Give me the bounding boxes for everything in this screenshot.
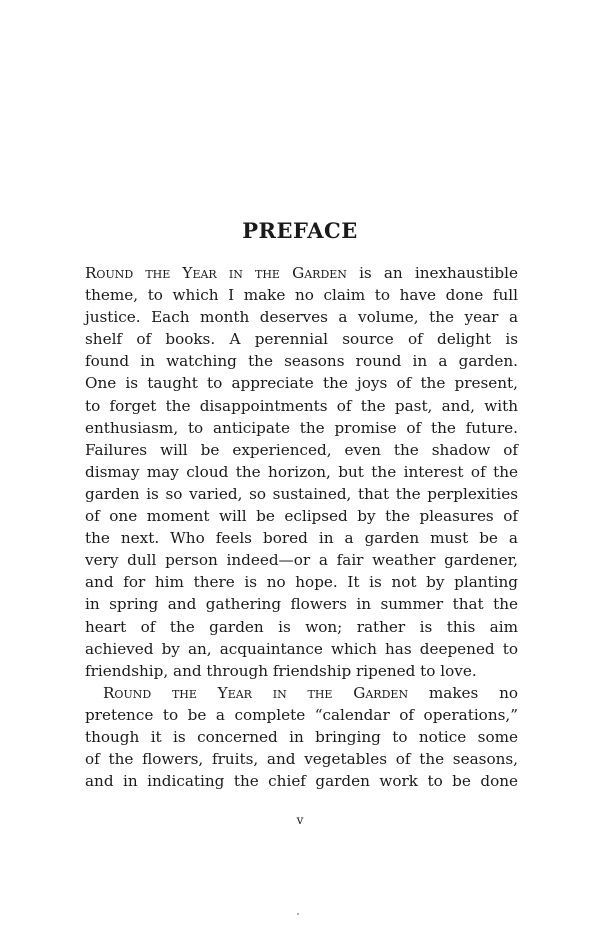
text-line: Failures will be experienced, even the shadow of bbox=[85, 440, 518, 459]
text-line bbox=[85, 262, 518, 284]
scan-speck bbox=[297, 913, 299, 915]
text-line: in spring and gathering flowers in summer that the bbox=[85, 595, 518, 614]
text-line: and for him there is no hope. It is not by planting bbox=[85, 573, 518, 592]
text-line: One is taught to appreciate the joys of the present, bbox=[85, 374, 518, 393]
text-line: shelf of books. A perennial source of delight is bbox=[85, 330, 518, 349]
preface-body bbox=[85, 262, 518, 792]
line-text: makes no bbox=[408, 683, 519, 702]
text-line: heart of the garden is won; rather is this aim bbox=[85, 617, 518, 636]
text-line: friendship, and through friendship ripened to love. bbox=[85, 661, 477, 680]
text-line: justice. Each month deserves a volume, the year a bbox=[85, 308, 518, 327]
text-line: of one moment will be eclipsed by the pleasures of bbox=[85, 507, 518, 526]
text-line: achieved by an, acquaintance which has deepened to bbox=[85, 639, 518, 658]
page-number: v bbox=[296, 813, 304, 827]
text-line bbox=[85, 682, 518, 704]
text-line: pretence to be a complete “calendar of operations,” bbox=[85, 705, 518, 724]
text-line: though it is concerned in bringing to notice some bbox=[85, 727, 518, 746]
text-line: dismay may cloud the horizon, but the interest of the bbox=[85, 462, 518, 481]
text-line: garden is so varied, so sustained, that the perplexities bbox=[85, 484, 518, 503]
text-line: theme, to which I make no claim to have done full bbox=[85, 286, 518, 305]
text-line: very dull person indeed—or a fair weather gardener, bbox=[85, 551, 518, 570]
line-text: is an inexhaustible bbox=[346, 264, 518, 282]
text-line: enthusiasm, to anticipate the promise of the future. bbox=[85, 418, 518, 437]
text-line: to forget the disappointments of the past, and, with bbox=[85, 396, 518, 415]
preface-heading: PREFACE bbox=[242, 218, 358, 243]
text-line: of the flowers, fruits, and vegetables of the seasons, bbox=[85, 750, 518, 769]
book-title-smallcaps: Round the Year in the Garden bbox=[85, 264, 347, 282]
book-title-smallcaps: Round the Year in the Garden bbox=[103, 683, 409, 702]
text-line: and in indicating the chief garden work to be done bbox=[85, 772, 518, 791]
text-line: the next. Who feels bored in a garden must be a bbox=[85, 529, 518, 548]
text-line: found in watching the seasons round in a garden. bbox=[85, 352, 518, 371]
